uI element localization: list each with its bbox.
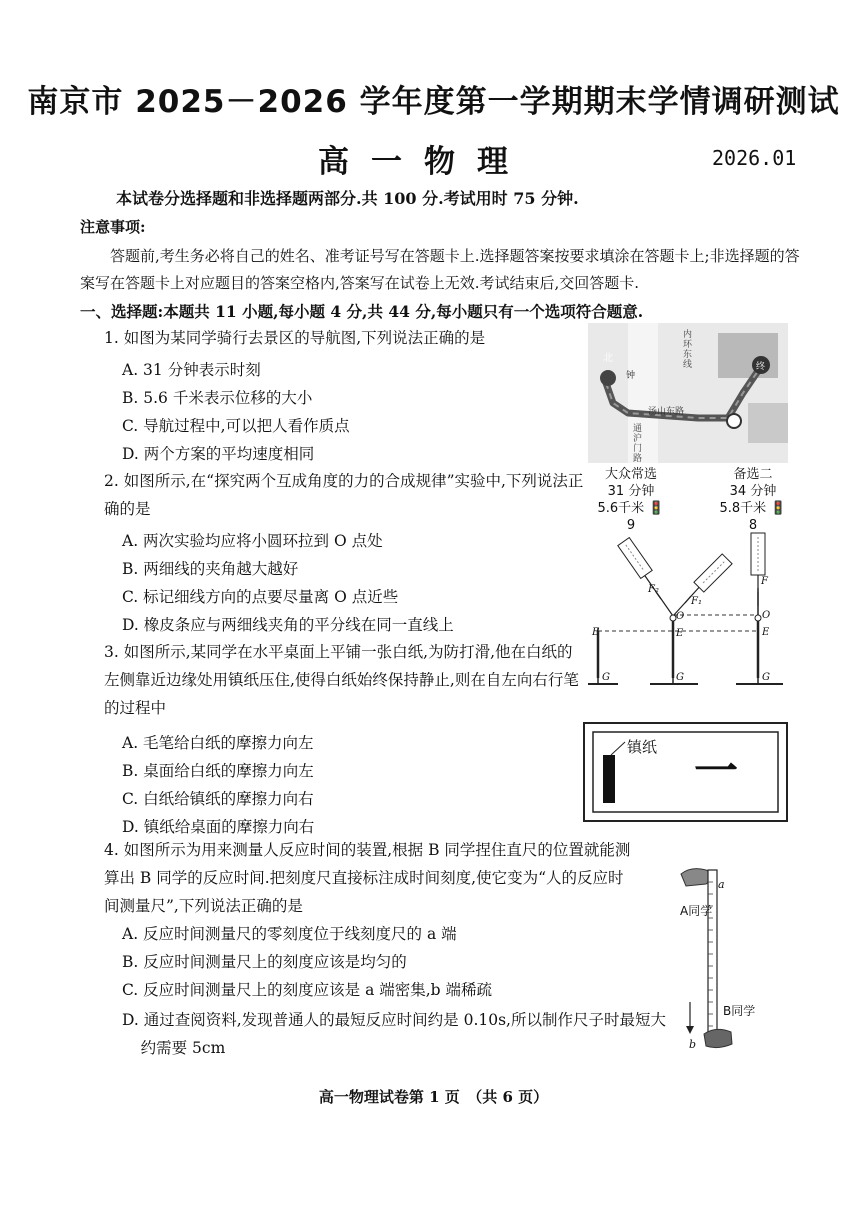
notice-heading: 注意事项:: [80, 218, 146, 236]
q1-route1-time: 31 分钟: [607, 484, 655, 499]
paperweight: [603, 755, 615, 803]
q2-label-f2: F₂: [648, 584, 659, 595]
q4-person-b: B同学: [723, 1004, 756, 1018]
exam-date: 2026.01: [712, 146, 797, 170]
q3-option-b: B. 桌面给白纸的摩擦力向左: [122, 762, 314, 780]
q4-end-b: b: [689, 1038, 697, 1051]
q1-route1-distance: 5.6千米 🚦9: [597, 501, 665, 533]
q2-option-c: C. 标记细线方向的点要尽量离 O 点近些: [122, 588, 399, 606]
q1-route1: [596, 466, 666, 534]
q2-option-d: D. 橡皮条应与两细线夹角的平分线在同一直线上: [122, 616, 454, 634]
q2-label-e-left: E: [592, 627, 600, 638]
q1-route2-distance: 5.8千米 🚦8: [719, 501, 787, 533]
q1-road-label-1: 内环东线: [683, 330, 693, 370]
q3-paperweight-label: 镇纸: [627, 738, 658, 756]
q4-option-a: A. 反应时间测量尺的零刻度位于线刻度尺的 a 端: [122, 925, 457, 943]
q1-road-label-2: 汤山东路: [648, 407, 685, 417]
q2-label-g-mid: G: [676, 672, 684, 683]
exam-title: 南京市 2025－2026 学年度第一学期期末学情调研测试: [27, 84, 840, 120]
q2-stem: 2. 如图所示,在“探究两个互成角度的力的合成规律”实验中,下列说法正确的是: [104, 472, 584, 518]
section-heading: 一、选择题:本题共 11 小题,每小题 4 分,共 44 分,每小题只有一个选项符合题意.: [80, 302, 644, 321]
q3-brush-character: 一: [694, 746, 738, 797]
q4-option-b: B. 反应时间测量尺上的刻度应该是均匀的: [122, 953, 407, 971]
q4-stem: 4. 如图所示为用来测量人反应时间的装置,根据 B 同学捏住直尺的位置就能测算出 B 同学的反应时间.把刻度尺直接标注成时间刻度,使它变为“人的反应时间测量尺”,下列说法正确的是: [104, 841, 631, 915]
q4-end-a: a: [718, 878, 725, 891]
q2-label-g-left: G: [602, 672, 610, 683]
subject-title: 高一物理: [318, 144, 530, 180]
q1-end-label: 终: [756, 362, 766, 372]
q4-option-c: C. 反应时间测量尺上的刻度应该是 a 端密集,b 端稀疏: [122, 981, 493, 999]
q1-route1-name: 大众常选: [604, 467, 657, 482]
page-footer: 高一物理试卷第 1 页 （共 6 页）: [318, 1088, 549, 1106]
q1-stem: 1. 如图为某同学骑行去景区的导航图,下列说法正确的是: [104, 329, 486, 347]
exam-intro: 本试卷分选择题和非选择题两部分.共 100 分.考试用时 75 分钟.: [116, 189, 579, 208]
q2-label-e-right: E: [762, 627, 770, 638]
q1-start-label: 钟: [626, 371, 636, 381]
q2-option-b: B. 两细线的夹角越大越好: [122, 560, 299, 578]
q1-option-d: D. 两个方案的平均速度相同: [122, 445, 315, 463]
q3-option-c: C. 白纸给镇纸的摩擦力向右: [122, 790, 314, 808]
q2-label-e-mid: E: [676, 628, 684, 639]
q4-ruler-diagram: [676, 862, 746, 1052]
q1-option-c: C. 导航过程中,可以把人看作质点: [122, 417, 350, 435]
q4-person-a: A同学: [680, 904, 713, 918]
q1-road-label-3: 通沪门路: [633, 424, 643, 464]
q2-label-o-left: O: [676, 611, 685, 622]
q4-option-d: D. 通过查阅资料,发现普通人的最短反应时间约是 0.10s,所以制作尺子时最短大约需要 5cm: [122, 1011, 666, 1057]
q2-force-diagram: [588, 528, 788, 693]
q1-option-b: B. 5.6 千米表示位移的大小: [122, 389, 313, 407]
q3-stem: 3. 如图所示,某同学在水平桌面上平铺一张白纸,为防打滑,他在白纸的左侧靠近边缘处用镇纸压住,使得白纸始终保持静止,则在自左向右行笔的过程中: [104, 643, 579, 717]
q2-label-o-right: O: [762, 610, 771, 621]
q3-option-a: A. 毛笔给白纸的摩擦力向左: [122, 734, 314, 752]
q3-option-d: D. 镇纸给桌面的摩擦力向右: [122, 818, 315, 836]
q3-paper-diagram: [583, 722, 788, 822]
q1-route2-name: 备选二: [733, 467, 773, 482]
q1-north-label: 北: [603, 353, 613, 364]
q2-option-a: A. 两次实验均应将小圆环拉到 O 点处: [122, 532, 383, 550]
q1-route2-time: 34 分钟: [729, 484, 777, 499]
q1-option-a: A. 31 分钟表示时刻: [122, 361, 261, 379]
q2-label-f: F: [761, 576, 768, 587]
q2-label-g-right: G: [762, 672, 770, 683]
q1-route2: [718, 466, 788, 534]
notice-text: 答题前,考生务必将自己的姓名、准考证号写在答题卡上.选择题答案按要求填涂在答题卡上;非选择题的答案写在答题卡上对应题目的答案空格内,答案写在试卷上无效.考试结束后,交回答题卡.: [80, 247, 800, 292]
q2-label-f1: F₁: [691, 596, 702, 607]
